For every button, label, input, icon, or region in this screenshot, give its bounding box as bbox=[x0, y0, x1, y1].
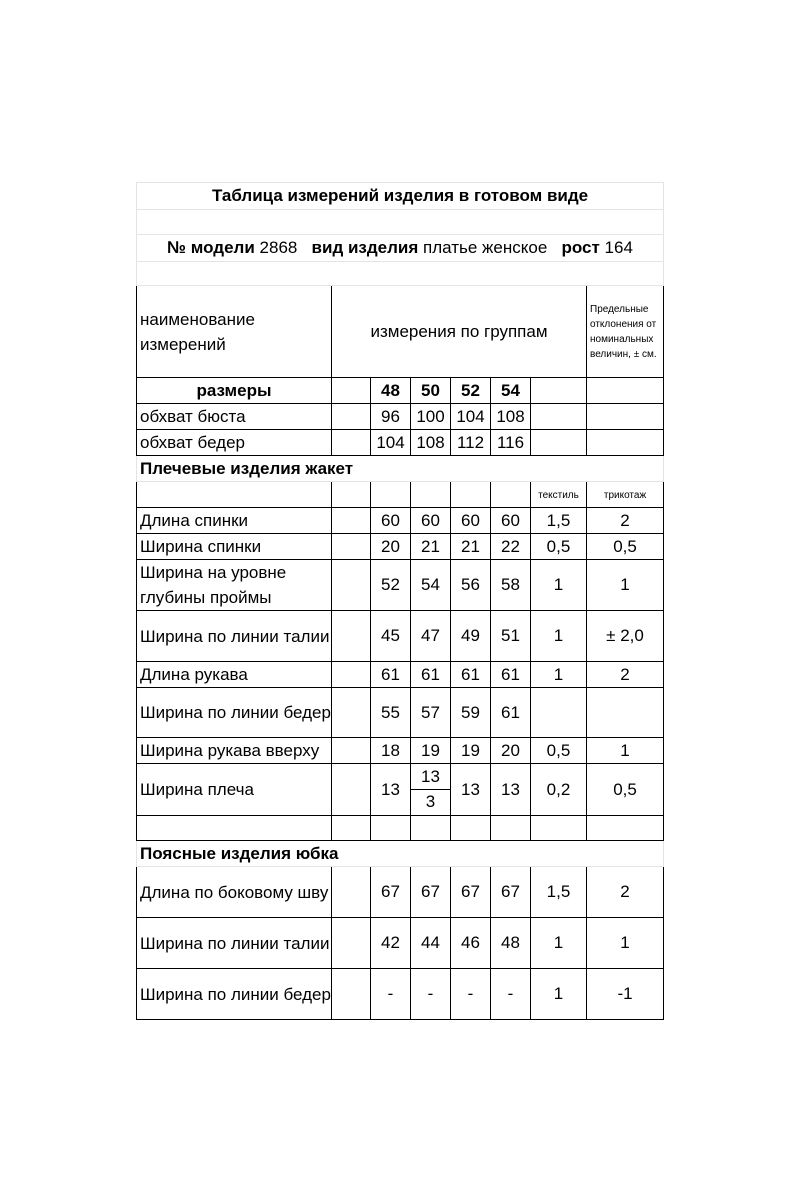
table-row: Длина рукава 61 61 61 61 1 2 bbox=[137, 662, 664, 688]
size-50: 50 bbox=[411, 378, 451, 404]
table-row: Ширина плеча 13 13 3 13 13 0,2 0,5 bbox=[137, 764, 664, 816]
model-info bbox=[137, 235, 664, 262]
table-title: Таблица измерений изделия в готовом виде bbox=[137, 183, 664, 210]
measurement-table bbox=[136, 182, 664, 1020]
size-52: 52 bbox=[451, 378, 491, 404]
table-row: Ширина по линии бедер 55 57 59 61 bbox=[137, 688, 664, 738]
table-row: Ширина на уровне глубины проймы 52 54 56 58 1 1 bbox=[137, 560, 664, 611]
table-row: Ширина по линии бедер - - - - 1 -1 bbox=[137, 969, 664, 1020]
table-row: обхват бюста 96 100 104 108 bbox=[137, 404, 664, 430]
model-value: 2868 bbox=[259, 238, 298, 257]
tolerance-knit: трикотаж bbox=[587, 482, 664, 508]
table-row: Длина по боковому шву 67 67 67 67 1,5 2 bbox=[137, 867, 664, 918]
measurement-sheet bbox=[136, 182, 663, 1020]
sizes-label: размеры bbox=[137, 378, 332, 404]
type-label: вид изделия bbox=[311, 238, 419, 257]
header-groups: измерения по группам bbox=[332, 286, 587, 378]
height-label: рост bbox=[561, 238, 600, 257]
table-row: Ширина по линии талии 45 47 49 51 1 ± 2,0 bbox=[137, 611, 664, 662]
size-48: 48 bbox=[371, 378, 411, 404]
table-row: Ширина рукава вверху 18 19 19 20 0,5 1 bbox=[137, 738, 664, 764]
section-skirt: Поясные изделия юбка bbox=[137, 841, 664, 867]
table-row: Длина спинки 60 60 60 60 1,5 2 bbox=[137, 508, 664, 534]
tolerance-textile: текстиль bbox=[531, 482, 587, 508]
header-tolerance: Предельные отклонения от номинальных величин, ± см. bbox=[587, 286, 664, 378]
type-value: платье женское bbox=[423, 238, 548, 257]
header-name: наименование измерений bbox=[137, 286, 332, 378]
section-jacket: Плечевые изделия жакет bbox=[137, 456, 664, 482]
model-label: № модели bbox=[167, 238, 255, 257]
sizes-row bbox=[137, 378, 664, 404]
size-54: 54 bbox=[491, 378, 531, 404]
split-cell: 13 3 bbox=[411, 764, 451, 816]
table-row: обхват бедер 104 108 112 116 bbox=[137, 430, 664, 456]
tolerance-subheader bbox=[137, 482, 664, 508]
height-value: 164 bbox=[604, 238, 633, 257]
table-row: Ширина спинки 20 21 21 22 0,5 0,5 bbox=[137, 534, 664, 560]
table-row: Ширина по линии талии 42 44 46 48 1 1 bbox=[137, 918, 664, 969]
